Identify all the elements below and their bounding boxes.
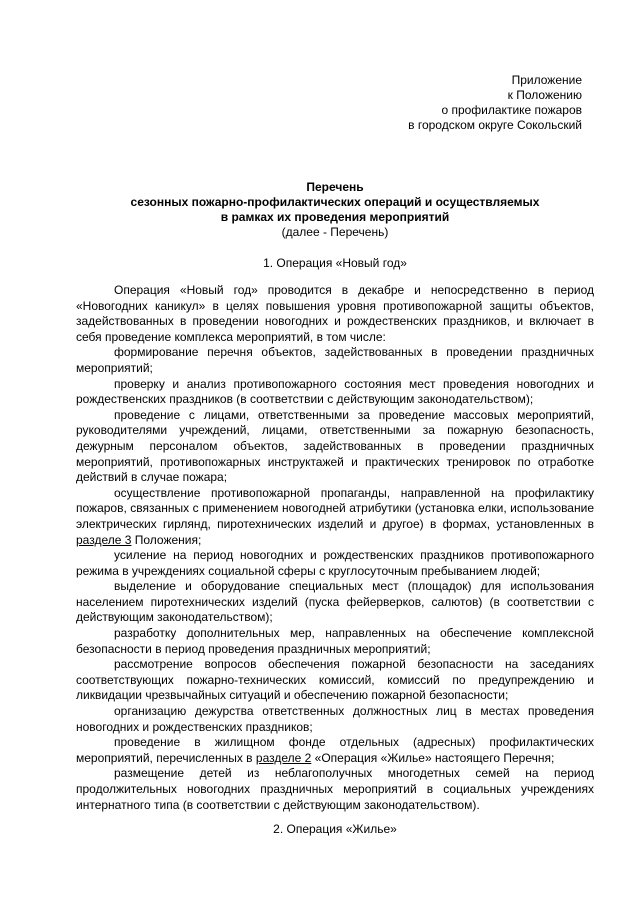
appendix-block — [322, 73, 582, 133]
paragraph: разработку дополнительных мер, направленных на обеспечение комплексной безопасности в период проведения праздничных мероприятий; — [76, 626, 594, 656]
paragraph — [76, 486, 594, 548]
section-heading-1: 1. Операция «Новый год» — [263, 256, 407, 270]
title-line: сезонных пожарно-профилактических операций и осуществляемых — [130, 195, 540, 209]
appendix-line: о профилактике пожаров — [441, 103, 582, 117]
appendix-line: в городском округе Сокольский — [408, 118, 582, 132]
paragraph: усиление на период новогодних и рождественских праздников противопожарного режима в учреждениях социальной сферы с круглосуточным пребыванием людей; — [76, 548, 594, 578]
paragraph — [76, 735, 594, 766]
paragraph-text: осуществление противопожарной пропаганды, направленной на профилактику пожаров, связанных с применением новогодней атрибутики (установка елки, использование электрических гирлянд, пиротехнических изделий и другое) в формах, установленных в — [76, 485, 594, 531]
section-2-link[interactable]: разделе 2 — [255, 750, 312, 765]
paragraph: проверку и анализ противопожарного состояния мест проведения новогодних и рождественских праздников (в соответствии с действующим законодательством); — [76, 376, 594, 407]
paragraph-text: «Операция «Жилье» настоящего Перечня; — [311, 750, 555, 765]
paragraph: Операция «Новый год» проводится в декабре и непосредственно в период «Новогодних каникул» в целях повышения уровня противопожарной защиты объектов, задействованных в проведении новогодних и рождественских праздников, и включает в себя проведение комплекса мероприятий, в том числе: — [76, 283, 594, 344]
section-3-link[interactable]: разделе 3 — [76, 532, 132, 547]
paragraph-text: Положения; — [131, 532, 202, 547]
paragraph: формирование перечня объектов, задействованных в проведении праздничных мероприятий; — [76, 345, 594, 375]
title-line: в рамках их проведения мероприятий — [220, 210, 450, 224]
document-title — [76, 180, 594, 240]
paragraph: организацию дежурства ответственных должностных лиц в местах проведения новогодних и рождественских праздников; — [76, 704, 594, 734]
section-1-body — [76, 283, 594, 813]
paragraph-text: проведение в жилищном фонде отдельных (адресных) профилактических мероприятий, перечисленных в — [76, 735, 594, 765]
paragraph: рассмотрение вопросов обеспечения пожарной безопасности на заседаниях соответствующих пожарно-технических комиссий, комиссий по предупреждению и ликвидации чрезвычайных ситуаций и обеспечению пожарной безопасности; — [76, 657, 594, 703]
appendix-line: к Положению — [507, 88, 582, 102]
paragraph: проведение с лицами, ответственными за проведение массовых мероприятий, руководителями учреждений, лицами, ответственными за пожарную безопасность, дежурным персоналом объектов, задействованных в проведении праздничных мероприятий, противопожарных инструктажей и практических тренировок по отработке действий в случае пожара; — [76, 407, 594, 485]
appendix-line: Приложение — [511, 73, 582, 87]
paragraph: выделение и оборудование специальных мест (площадок) для использования населением пиротехнических изделий (пуска фейерверков, салютов) (в соответствии с действующим законодательством); — [76, 579, 594, 625]
title-note: (далее - Перечень) — [281, 225, 389, 239]
section-heading-2: 2. Операция «Жилье» — [273, 822, 397, 836]
paragraph: размещение детей из неблагополучных многодетных семей на период продолжительных новогодних праздничных мероприятий в социальных учреждениях интернатного типа (в соответствии с действующим законодательством). — [76, 766, 594, 812]
title-line: Перечень — [306, 180, 364, 194]
